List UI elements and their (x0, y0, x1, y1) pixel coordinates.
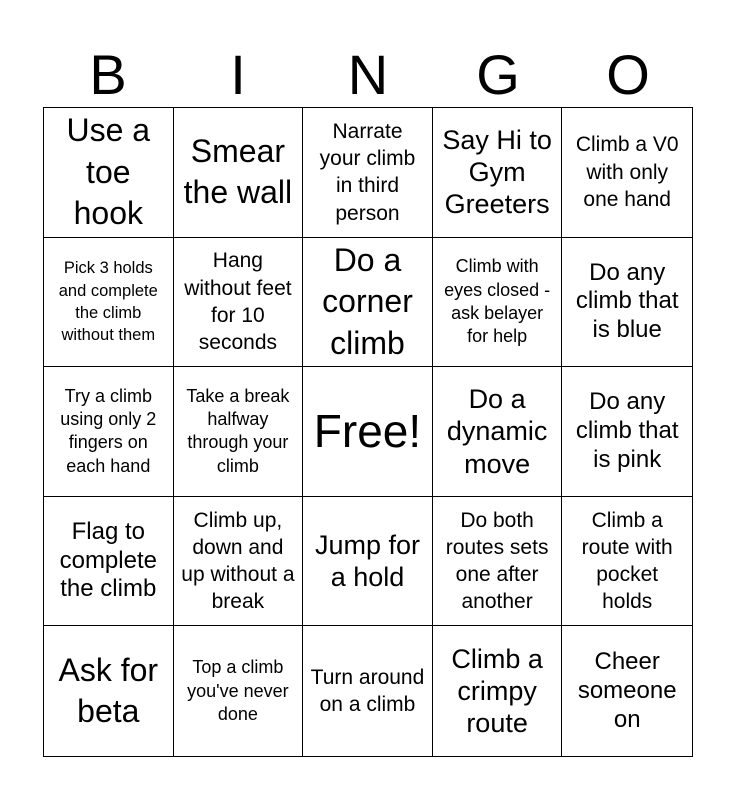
bingo-cell[interactable]: Use a toe hook (44, 108, 174, 238)
bingo-cell[interactable]: Say Hi to Gym Greeters (433, 108, 563, 238)
bingo-cell[interactable]: Do a dynamic move (433, 367, 563, 497)
bingo-header (43, 42, 693, 108)
header-letter-o: O (606, 43, 650, 106)
header-letter-b: B (89, 43, 127, 106)
bingo-cell[interactable]: Do both routes sets one after another (433, 497, 563, 627)
bingo-cell[interactable]: Climb up, down and up without a break (174, 497, 304, 627)
bingo-cell[interactable]: Climb a V0 with only one hand (562, 108, 692, 238)
bingo-cell[interactable]: Pick 3 holds and complete the climb without them (44, 238, 174, 368)
bingo-cell[interactable]: Try a climb using only 2 fingers on each hand (44, 367, 174, 497)
bingo-cell[interactable]: Climb a route with pocket holds (562, 497, 692, 627)
bingo-cell[interactable]: Climb with eyes closed -ask belayer for help (433, 238, 563, 368)
header-letter-i: I (230, 43, 246, 106)
bingo-cell[interactable]: Do any climb that is pink (562, 367, 692, 497)
bingo-cell[interactable]: Flag to complete the climb (44, 497, 174, 627)
bingo-cell[interactable]: Take a break halfway through your climb (174, 367, 304, 497)
bingo-card (43, 107, 693, 757)
header-letter-g: G (476, 43, 520, 106)
bingo-cell[interactable]: Top a climb you've never done (174, 626, 304, 756)
bingo-cell[interactable]: Do any climb that is blue (562, 238, 692, 368)
bingo-cell[interactable]: Narrate your climb in third person (303, 108, 433, 238)
bingo-cell[interactable]: Climb a crimpy route (433, 626, 563, 756)
bingo-cell[interactable]: Ask for beta (44, 626, 174, 756)
header-letter-n: N (347, 43, 389, 106)
bingo-cell[interactable]: Jump for a hold (303, 497, 433, 627)
bingo-cell[interactable]: Do a corner climb (303, 238, 433, 368)
bingo-cell[interactable]: Cheer someone on (577, 648, 677, 733)
bingo-cell[interactable]: Hang without feet for 10 seconds (174, 238, 304, 368)
free-space[interactable]: Free! (303, 367, 433, 497)
bingo-cell[interactable]: Turn around on a climb (303, 626, 433, 756)
bingo-cell[interactable]: Smear the wall (174, 108, 304, 238)
